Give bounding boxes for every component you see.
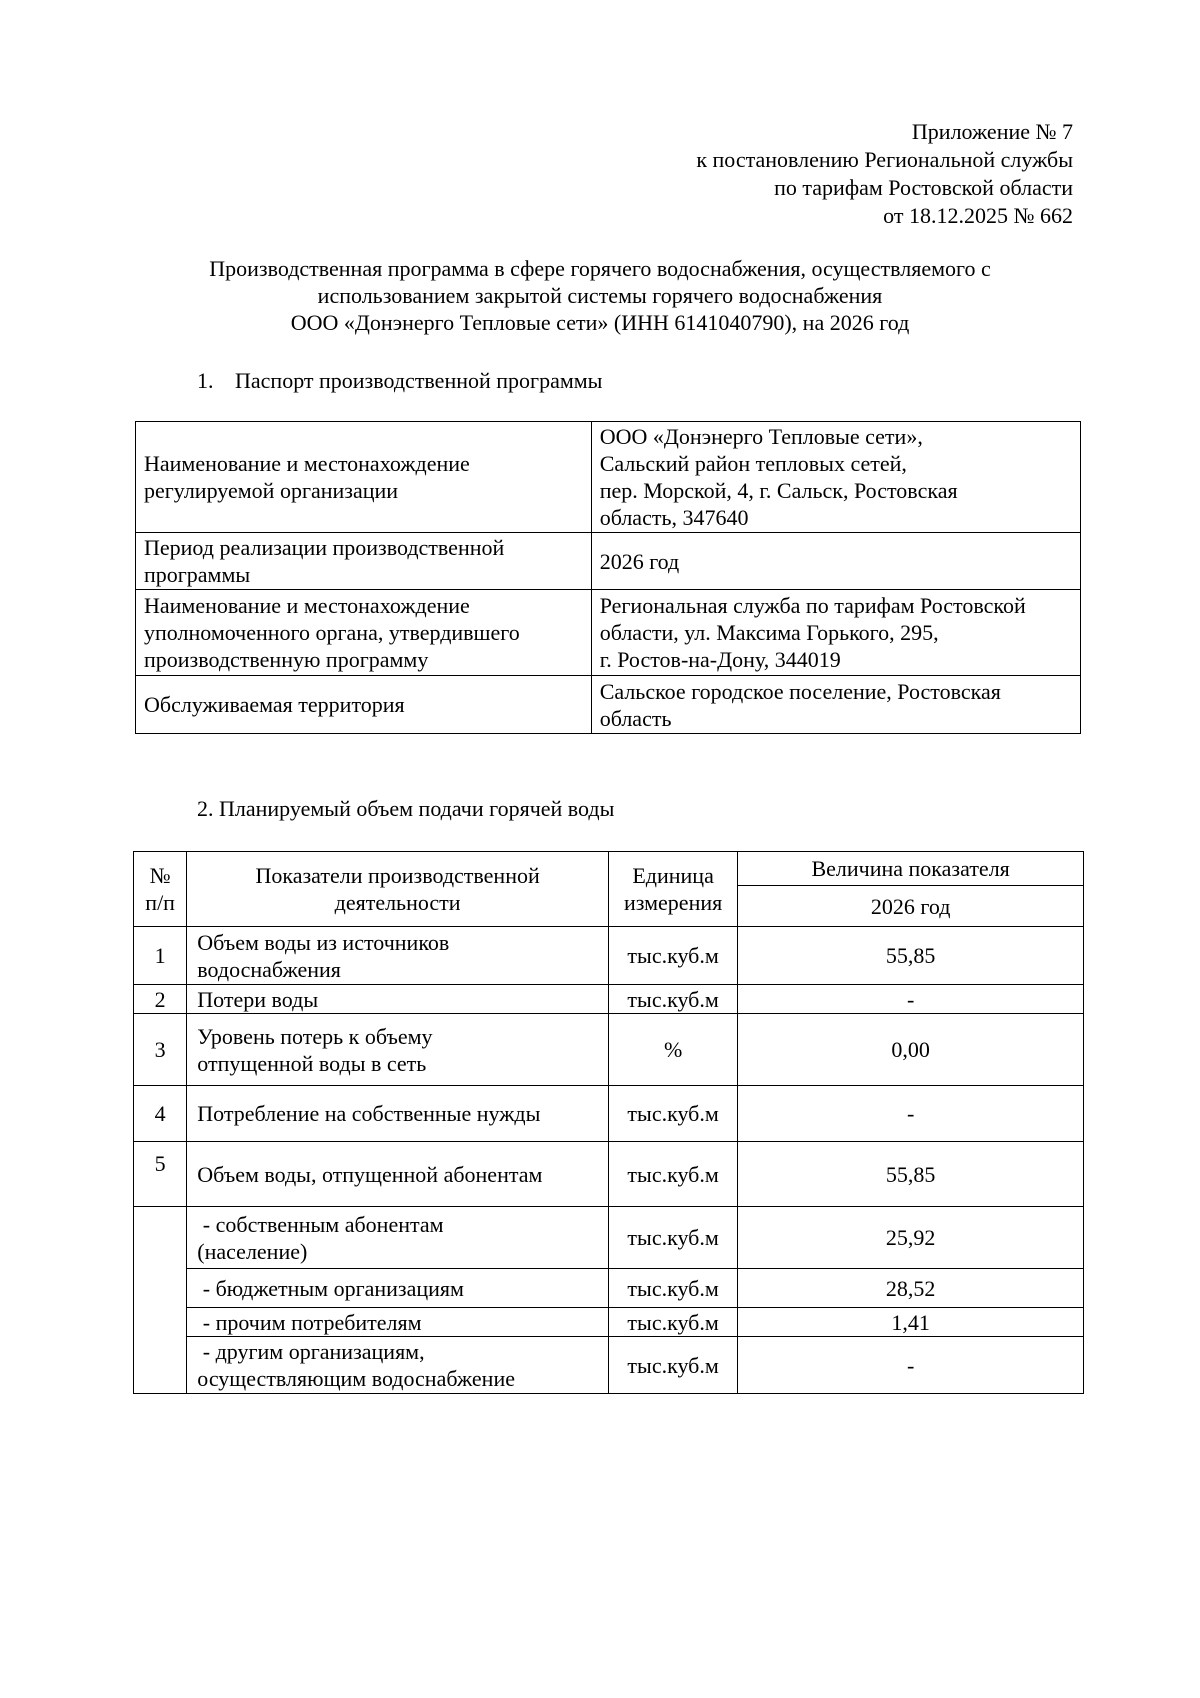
passport-label-line: Наименование и местонахождение — [144, 451, 470, 476]
header-num-line: № — [149, 863, 171, 888]
row-name-line: отпущенной воды в сеть — [197, 1050, 427, 1076]
row-name-line: Объем воды из источников — [197, 929, 450, 955]
subrow-name-line: - бюджетным организациям — [197, 1275, 464, 1301]
row-name — [187, 1014, 609, 1086]
passport-label-line: уполномоченного органа, утвердившего — [144, 620, 520, 645]
subrow-name — [187, 1308, 609, 1337]
passport-label-line: программы — [144, 562, 251, 587]
header-value-group: Величина показателя — [738, 852, 1084, 886]
row-value: - — [738, 1086, 1084, 1142]
row-unit: тыс.куб.м — [608, 1142, 737, 1207]
section1-number: 1. — [197, 368, 214, 393]
passport-label-line: Наименование и местонахождение — [144, 593, 470, 618]
row-name-line: Объем воды, отпущенной абонентам — [197, 1161, 543, 1187]
appendix-line: к постановлению Региональной службы — [696, 147, 1073, 172]
header-row — [134, 852, 1084, 886]
passport-value-cell — [591, 676, 1080, 734]
passport-value-line: области, ул. Максима Горького, 295, — [599, 620, 939, 645]
row-name — [187, 927, 609, 985]
section2-heading: 2. Планируемый объем подачи горячей воды — [197, 796, 615, 821]
row-name — [187, 1142, 609, 1207]
row-value: - — [738, 985, 1084, 1014]
table-subrow — [134, 1269, 1084, 1308]
table-row — [134, 1086, 1084, 1142]
passport-row — [136, 590, 1081, 676]
passport-value-line: пер. Морской, 4, г. Сальск, Ростовская — [599, 478, 958, 503]
header-unit-line: Единица — [632, 863, 714, 888]
row-unit: тыс.куб.м — [608, 927, 737, 985]
appendix-line: Приложение № 7 — [911, 119, 1073, 144]
passport-value-line: ООО «Донэнерго Тепловые сети», — [599, 424, 923, 449]
title-line: ООО «Донэнерго Тепловые сети» (ИНН 6141040790), на 2026 год — [290, 310, 910, 335]
subrow-name-line: осуществляющим водоснабжение — [197, 1366, 515, 1391]
subrow-value: 25,92 — [738, 1207, 1084, 1269]
passport-value-line: область, 347640 — [599, 505, 749, 530]
row-value: 55,85 — [738, 1142, 1084, 1207]
table-subrow — [134, 1207, 1084, 1269]
passport-value-line: Сальский район тепловых сетей, — [599, 451, 907, 476]
passport-value-cell — [591, 533, 1080, 590]
appendix-header — [696, 118, 1073, 230]
header-name-line: деятельности — [334, 890, 461, 915]
passport-value-line: г. Ростов-на-Дону, 344019 — [599, 647, 841, 672]
section1-heading — [197, 367, 602, 395]
subrow-unit: тыс.куб.м — [608, 1269, 737, 1308]
subrow-value: - — [738, 1337, 1084, 1394]
passport-row — [136, 533, 1081, 590]
header-name-cell — [187, 852, 609, 927]
appendix-line: по тарифам Ростовской области — [774, 175, 1073, 200]
passport-value-line: область — [599, 705, 672, 731]
appendix-line: от 18.12.2025 № 662 — [883, 203, 1073, 228]
header-unit-cell — [608, 852, 737, 927]
passport-label-cell — [136, 533, 592, 590]
document-title — [130, 255, 1070, 336]
row-num: 1 — [134, 927, 187, 985]
subrow-value: 1,41 — [738, 1308, 1084, 1337]
row-unit: % — [608, 1014, 737, 1086]
row-num: 5 — [134, 1142, 187, 1207]
subrow-value: 28,52 — [738, 1269, 1084, 1308]
subrow-unit: тыс.куб.м — [608, 1308, 737, 1337]
table-row — [134, 985, 1084, 1014]
passport-label-cell — [136, 590, 592, 676]
volume-table — [133, 851, 1084, 1394]
table-row — [134, 1014, 1084, 1086]
passport-label-cell — [136, 676, 592, 734]
header-num-line: п/п — [145, 890, 175, 915]
passport-label-line: производственную программу — [144, 647, 429, 672]
subrow-name-line: (население) — [197, 1238, 308, 1264]
passport-label-line: регулируемой организации — [144, 478, 399, 503]
header-num-cell — [134, 852, 187, 927]
row-unit: тыс.куб.м — [608, 985, 737, 1014]
table-row — [134, 927, 1084, 985]
passport-label-line: Период реализации производственной — [144, 535, 505, 560]
passport-row — [136, 676, 1081, 734]
row-name — [187, 1086, 609, 1142]
passport-label-cell — [136, 422, 592, 533]
row-name — [187, 985, 609, 1014]
header-unit-line: измерения — [623, 890, 723, 915]
passport-value-line: Сальское городское поселение, Ростовская — [599, 678, 1001, 704]
table-row — [134, 1142, 1084, 1207]
title-line: Производственная программа в сфере горячего водоснабжения, осуществляемого с — [209, 256, 991, 281]
subrow-name-line: - прочим потребителям — [197, 1309, 422, 1335]
subrow-unit: тыс.куб.м — [608, 1337, 737, 1394]
row-name-line: Уровень потерь к объему — [197, 1023, 433, 1049]
passport-value-line: 2026 год — [599, 548, 680, 574]
subrow-name — [187, 1207, 609, 1269]
row-name-line: Потребление на собственные нужды — [197, 1101, 541, 1126]
row-name-line: водоснабжения — [197, 956, 341, 982]
row-unit: тыс.куб.м — [608, 1086, 737, 1142]
row-num: 3 — [134, 1014, 187, 1086]
passport-label-line: Обслуживаемая территория — [144, 692, 405, 717]
passport-value-line: Региональная служба по тарифам Ростовской — [599, 593, 1026, 618]
subrow-name — [187, 1337, 609, 1394]
row-name-line: Потери воды — [197, 986, 319, 1012]
title-line: использованием закрытой системы горячего водоснабжения — [317, 283, 883, 308]
row-value: 0,00 — [738, 1014, 1084, 1086]
section1-heading-text: Паспорт производственной программы — [235, 368, 603, 393]
passport-value-cell — [591, 590, 1080, 676]
subrow-name-line: - другим организациям, — [197, 1339, 425, 1364]
row-num: 2 — [134, 985, 187, 1014]
subrow-name-line: - собственным абонентам — [197, 1211, 444, 1237]
row-value: 55,85 — [738, 927, 1084, 985]
passport-value-cell — [591, 422, 1080, 533]
passport-row — [136, 422, 1081, 533]
subrow-unit: тыс.куб.м — [608, 1207, 737, 1269]
header-year: 2026 год — [738, 886, 1084, 927]
table-subrow — [134, 1337, 1084, 1394]
subrow-name — [187, 1269, 609, 1308]
header-name-line: Показатели производственной — [255, 863, 540, 888]
subrow-num-empty — [134, 1207, 187, 1394]
table-subrow — [134, 1308, 1084, 1337]
passport-table — [135, 421, 1081, 734]
row-num: 4 — [134, 1086, 187, 1142]
